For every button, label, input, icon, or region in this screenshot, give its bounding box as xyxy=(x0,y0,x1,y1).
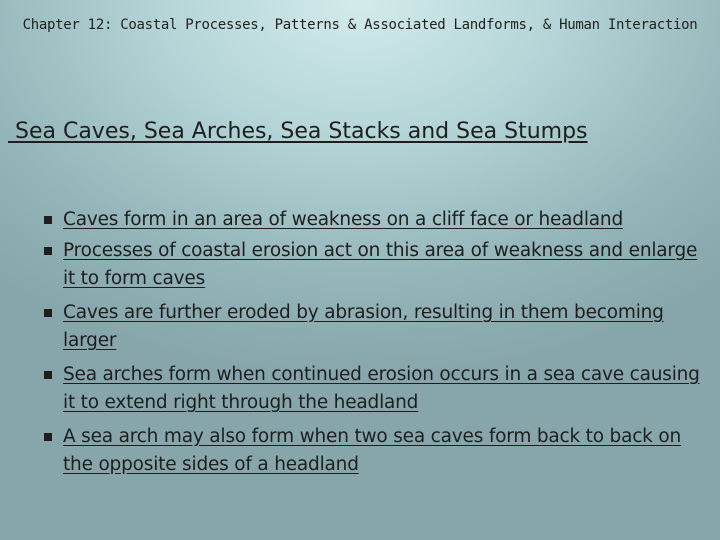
bullet-item xyxy=(44,237,700,293)
bullet-text: A sea arch may also form when two sea caves form back to back on the opposite sides of a headland xyxy=(63,426,682,475)
bullet-list xyxy=(44,206,700,485)
square-bullet-icon xyxy=(44,247,52,255)
bullet-item xyxy=(44,206,700,234)
bullet-text: Caves are further eroded by abrasion, resulting in them becoming larger xyxy=(63,302,664,351)
bullet-text: Caves form in an area of weakness on a cliff face or headland xyxy=(63,209,623,230)
square-bullet-icon xyxy=(44,371,52,379)
chapter-header: Chapter 12: Coastal Processes, Patterns & Associated Landforms, & Human Interaction xyxy=(22,17,698,33)
bullet-text: Sea arches form when continued erosion occurs in a sea cave causing it to extend right through the headland xyxy=(63,364,700,413)
slide-title: Sea Caves, Sea Arches, Sea Stacks and Sea Stumps xyxy=(8,119,588,144)
square-bullet-icon xyxy=(44,433,52,441)
square-bullet-icon xyxy=(44,309,52,317)
bullet-item xyxy=(44,423,700,479)
bullet-item xyxy=(44,361,700,417)
square-bullet-icon xyxy=(44,216,52,224)
bullet-item xyxy=(44,299,700,355)
bullet-text: Processes of coastal erosion act on this area of weakness and enlarge it to form caves xyxy=(63,240,698,289)
